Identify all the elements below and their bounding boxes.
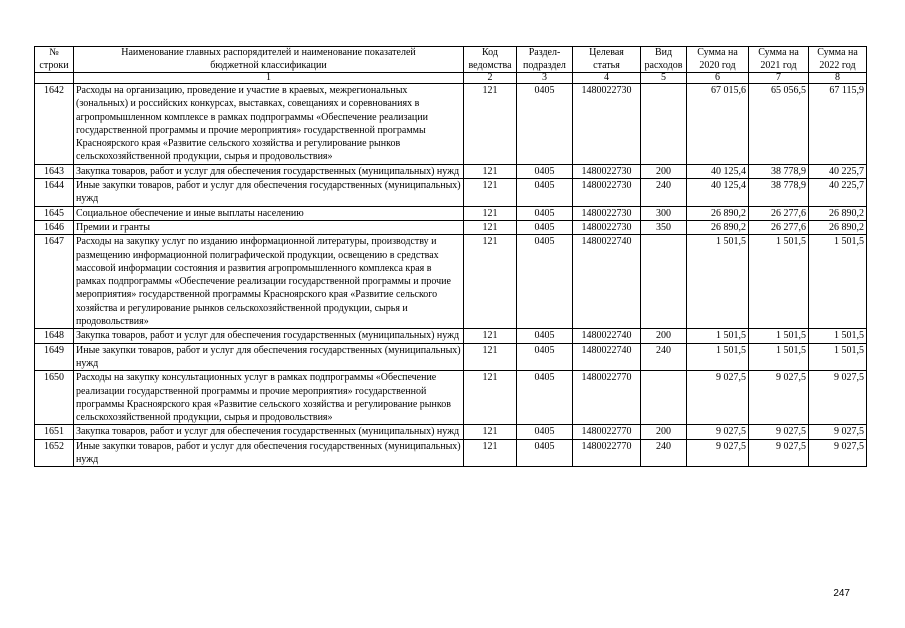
table-row [35,220,867,234]
row-name: Расходы на закупку услуг по изданию информационной литературы, производству и размещению информационной полиграфической продукции, освещению в средствах массовой информации состояния и развития агропромышленного комплекса края в рамках подпрограммы «Обеспечение реализации государственной программы и прочие мероприятия» государственной программы Красноярского края «Развитие сельского хозяйства и регулирование рынков сельскохозяйственной продукции, сырья и продовольствия» [74,235,464,329]
target-article: 1480022730 [573,179,641,207]
sum-2022: 26 890,2 [809,206,867,220]
row-number: 1647 [35,235,74,329]
department-code: 121 [464,235,517,329]
table-row [35,164,867,178]
sum-2021: 26 277,6 [749,206,809,220]
expense-type: 240 [641,343,687,371]
column-number: 1 [74,73,464,84]
table-row [35,439,867,467]
sum-2022: 40 225,7 [809,179,867,207]
header-name: Наименование главных распорядителей и наименование показателей бюджетной классификации [74,47,464,73]
sum-2020: 1 501,5 [687,235,749,329]
header-section: Раздел- подраздел [517,47,573,73]
section-code: 0405 [517,343,573,371]
target-article: 1480022730 [573,206,641,220]
target-article: 1480022730 [573,164,641,178]
row-name: Премии и гранты [74,220,464,234]
department-code: 121 [464,371,517,425]
expense-type [641,84,687,165]
row-name: Закупка товаров, работ и услуг для обеспечения государственных (муниципальных) нужд [74,425,464,439]
header-target-article: Целевая статья [573,47,641,73]
sum-2022: 67 115,9 [809,84,867,165]
department-code: 121 [464,164,517,178]
sum-2021: 9 027,5 [749,425,809,439]
column-number: 5 [641,73,687,84]
department-code: 121 [464,179,517,207]
sum-2020: 26 890,2 [687,220,749,234]
sum-2021: 9 027,5 [749,439,809,467]
expense-type: 200 [641,164,687,178]
sum-2022: 40 225,7 [809,164,867,178]
target-article: 1480022770 [573,425,641,439]
sum-2022: 1 501,5 [809,329,867,343]
sum-2021: 38 778,9 [749,164,809,178]
row-name: Расходы на закупку консультационных услуг в рамках подпрограммы «Обеспечение реализации государственной программы и прочие мероприятия» государственной программы Красноярского края «Развитие сельского хозяйства и регулирование рынков сельскохозяйственной продукции, сырья и продовольствия» [74,371,464,425]
row-number: 1648 [35,329,74,343]
target-article: 1480022740 [573,235,641,329]
row-name: Иные закупки товаров, работ и услуг для обеспечения государственных (муниципальных) нужд [74,343,464,371]
row-number: 1652 [35,439,74,467]
column-number: 7 [749,73,809,84]
sum-2020: 26 890,2 [687,206,749,220]
expense-type: 300 [641,206,687,220]
sum-2021: 1 501,5 [749,329,809,343]
row-name: Закупка товаров, работ и услуг для обеспечения государственных (муниципальных) нужд [74,329,464,343]
header-row-number: № строки [35,47,74,73]
row-name: Закупка товаров, работ и услуг для обеспечения государственных (муниципальных) нужд [74,164,464,178]
sum-2020: 9 027,5 [687,425,749,439]
expense-type: 240 [641,179,687,207]
table-row [35,371,867,425]
row-name: Расходы на организацию, проведение и участие в краевых, межрегиональных (зональных) и российских конкурсах, выставках, совещаниях и соревнованиях в агропромышленном комплексе в рамках подпрограммы «Обеспечение реализации государственной программы и прочие мероприятия» государственной программы Красноярского края «Развитие сельского хозяйства и регулирование рынков сельскохозяйственной продукции, сырья и продовольствия» [74,84,464,165]
section-code: 0405 [517,84,573,165]
sum-2021: 1 501,5 [749,343,809,371]
column-number: 8 [809,73,867,84]
column-number: 3 [517,73,573,84]
section-code: 0405 [517,425,573,439]
section-code: 0405 [517,220,573,234]
header-department-code: Код ведомства [464,47,517,73]
budget-table [34,46,867,467]
sum-2020: 40 125,4 [687,179,749,207]
department-code: 121 [464,220,517,234]
section-code: 0405 [517,439,573,467]
expense-type: 350 [641,220,687,234]
sum-2022: 1 501,5 [809,343,867,371]
table-row [35,206,867,220]
column-number-row [35,73,867,84]
expense-type: 240 [641,439,687,467]
row-number: 1644 [35,179,74,207]
row-number: 1646 [35,220,74,234]
table-row [35,329,867,343]
table-row [35,235,867,329]
page-number: 247 [833,588,850,599]
expense-type: 200 [641,329,687,343]
section-code: 0405 [517,371,573,425]
sum-2021: 9 027,5 [749,371,809,425]
sum-2020: 1 501,5 [687,343,749,371]
department-code: 121 [464,425,517,439]
column-number: 2 [464,73,517,84]
section-code: 0405 [517,329,573,343]
section-code: 0405 [517,179,573,207]
sum-2022: 9 027,5 [809,371,867,425]
department-code: 121 [464,84,517,165]
sum-2022: 26 890,2 [809,220,867,234]
sum-2022: 1 501,5 [809,235,867,329]
column-number: 4 [573,73,641,84]
sum-2021: 26 277,6 [749,220,809,234]
department-code: 121 [464,439,517,467]
row-number: 1645 [35,206,74,220]
row-number: 1642 [35,84,74,165]
table-row [35,425,867,439]
column-number: 6 [687,73,749,84]
sum-2021: 1 501,5 [749,235,809,329]
row-number: 1651 [35,425,74,439]
column-number [35,73,74,84]
expense-type [641,371,687,425]
table-row [35,343,867,371]
sum-2020: 9 027,5 [687,439,749,467]
sum-2022: 9 027,5 [809,439,867,467]
sum-2020: 67 015,6 [687,84,749,165]
target-article: 1480022770 [573,439,641,467]
target-article: 1480022740 [573,343,641,371]
expense-type: 200 [641,425,687,439]
section-code: 0405 [517,164,573,178]
table-row [35,84,867,165]
sum-2020: 40 125,4 [687,164,749,178]
row-name: Иные закупки товаров, работ и услуг для обеспечения государственных (муниципальных) нужд [74,179,464,207]
row-number: 1650 [35,371,74,425]
header-sum-2022: Сумма на 2022 год [809,47,867,73]
section-code: 0405 [517,235,573,329]
target-article: 1480022730 [573,84,641,165]
sum-2021: 65 056,5 [749,84,809,165]
sum-2020: 9 027,5 [687,371,749,425]
row-name: Социальное обеспечение и иные выплаты населению [74,206,464,220]
department-code: 121 [464,206,517,220]
target-article: 1480022740 [573,329,641,343]
header-expense-type: Вид расходов [641,47,687,73]
sum-2021: 38 778,9 [749,179,809,207]
section-code: 0405 [517,206,573,220]
row-number: 1649 [35,343,74,371]
header-sum-2020: Сумма на 2020 год [687,47,749,73]
expense-type [641,235,687,329]
table-row [35,179,867,207]
row-number: 1643 [35,164,74,178]
sum-2022: 9 027,5 [809,425,867,439]
target-article: 1480022730 [573,220,641,234]
row-name: Иные закупки товаров, работ и услуг для обеспечения государственных (муниципальных) нужд [74,439,464,467]
target-article: 1480022770 [573,371,641,425]
header-sum-2021: Сумма на 2021 год [749,47,809,73]
department-code: 121 [464,329,517,343]
table-header-row [35,47,867,73]
department-code: 121 [464,343,517,371]
sum-2020: 1 501,5 [687,329,749,343]
